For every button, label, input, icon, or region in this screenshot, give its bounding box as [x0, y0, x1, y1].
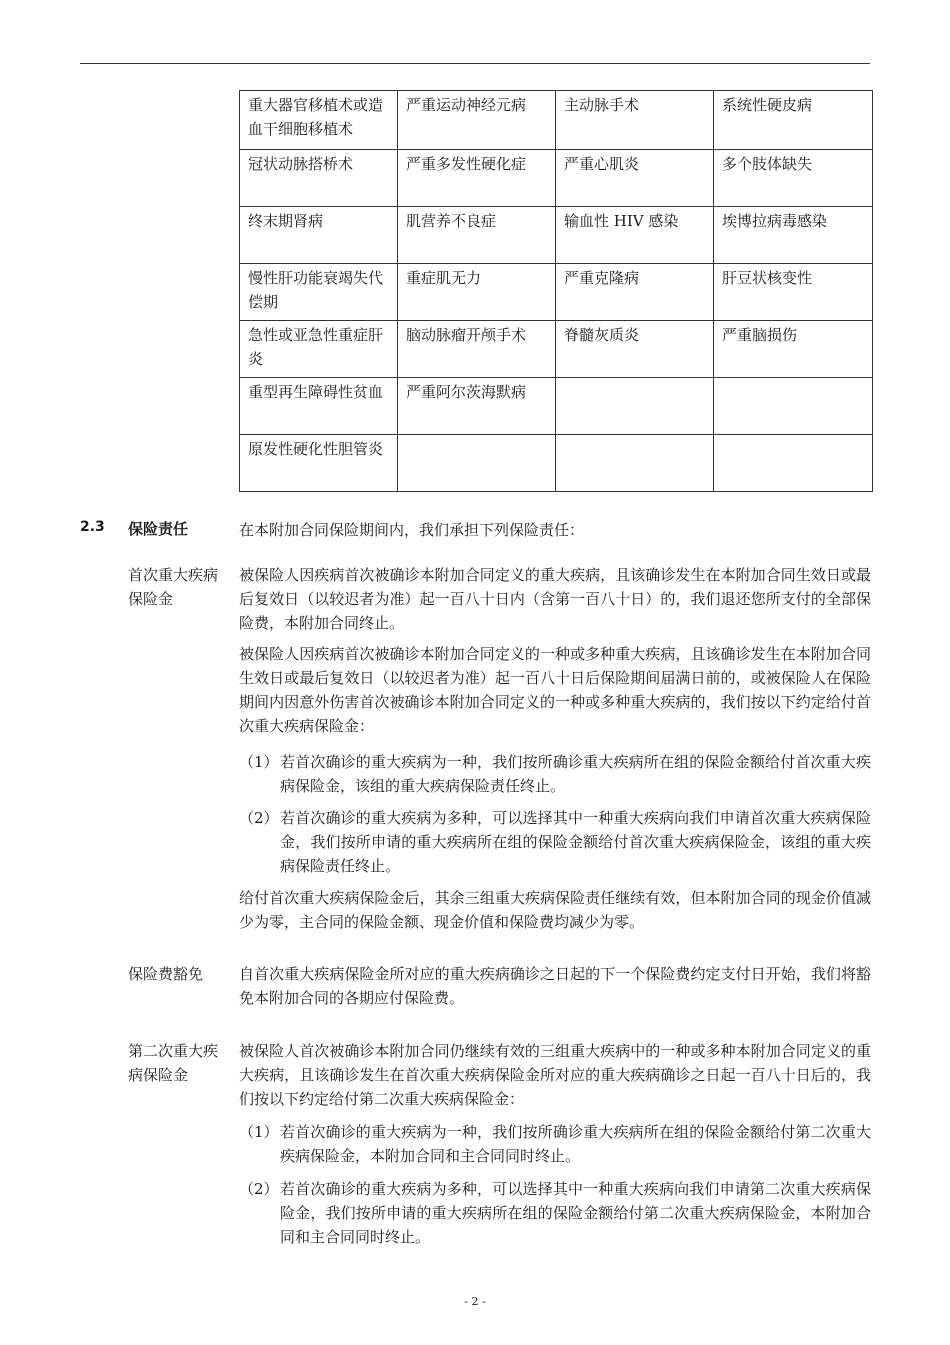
table-cell: 严重多发性硬化症 — [398, 150, 556, 207]
second-benefit-item1 — [239, 1120, 871, 1168]
table-row — [240, 321, 873, 378]
table-cell: 脊髓灰质炎 — [556, 321, 714, 378]
section-intro: 在本附加合同保险期间内，我们承担下列保险责任： — [239, 521, 585, 539]
table-cell: 脑动脉瘤开颅手术 — [398, 321, 556, 378]
second-benefit-label: 第二次重大疾病保险金 — [128, 1042, 219, 1084]
table-cell — [398, 435, 556, 492]
table-cell — [714, 378, 873, 435]
first-benefit-item1 — [239, 750, 871, 798]
table-cell: 严重克隆病 — [556, 264, 714, 321]
waiver-label: 保险费豁免 — [128, 965, 204, 983]
table-cell: 重大器官移植术或造血干细胞移植术 — [240, 91, 398, 150]
table-row — [240, 150, 873, 207]
second-benefit-item2 — [239, 1177, 871, 1249]
table-cell: 严重阿尔茨海默病 — [398, 378, 556, 435]
page-number: - 2 - — [464, 1295, 486, 1308]
table-cell: 肌营养不良症 — [398, 207, 556, 264]
item-number: （2） — [239, 1180, 279, 1198]
table-cell: 多个肢体缺失 — [714, 150, 873, 207]
table-cell: 严重心肌炎 — [556, 150, 714, 207]
second-benefit-para1: 被保险人首次被确诊本附加合同仍继续有效的三组重大疾病中的一种或多种本附加合同定义的重大疾病，且该确诊发生在首次重大疾病保险金所对应的重大疾病确诊之日起一百八十日后的，我们按以下约定给付第二次重大疾病保险金： — [239, 1042, 871, 1108]
first-benefit-item2 — [239, 806, 871, 878]
table-row — [240, 91, 873, 150]
item-text: 若首次确诊的重大疾病为多种，可以选择其中一种重大疾病向我们申请第二次重大疾病保险金，我们按所申请的重大疾病所在组的保险金额给付第二次重大疾病保险金，本附加合同和主合同同时终止。 — [280, 1180, 871, 1246]
waiver-text: 自首次重大疾病保险金所对应的重大疾病确诊之日起的下一个保险费约定支付日开始，我们将豁免本附加合同的各期应付保险费。 — [239, 965, 871, 1007]
table-cell: 严重运动神经元病 — [398, 91, 556, 150]
item-number: （2） — [239, 809, 279, 827]
table-row — [240, 264, 873, 321]
table-cell — [714, 435, 873, 492]
first-benefit-para1: 被保险人因疾病首次被确诊本附加合同定义的重大疾病，且该确诊发生在本附加合同生效日或最后复效日（以较迟者为准）起一百八十日内（含第一百八十日）的，我们退还您所支付的全部保险费，本附加合同终止。 — [239, 566, 871, 632]
table-cell: 原发性硬化性胆管炎 — [240, 435, 398, 492]
table-cell: 重症肌无力 — [398, 264, 556, 321]
first-benefit-para2: 被保险人因疾病首次被确诊本附加合同定义的一种或多种重大疾病，且该确诊发生在本附加合同生效日或最后复效日（以较迟者为准）起一百八十日后保险期间届满日前的，或被保险人在保险期间内因意外伤害首次被确诊本附加合同定义的一种或多种重大疾病的，我们按以下约定给付首次重大疾病保险金： — [239, 645, 871, 735]
table-cell: 冠状动脉搭桥术 — [240, 150, 398, 207]
table-row — [240, 207, 873, 264]
table-cell: 终末期肾病 — [240, 207, 398, 264]
table-row — [240, 378, 873, 435]
header-rule — [80, 63, 870, 64]
table-cell: 主动脉手术 — [556, 91, 714, 150]
item-text: 若首次确诊的重大疾病为一种，我们按所确诊重大疾病所在组的保险金额给付第二次重大疾病保险金，本附加合同和主合同同时终止。 — [280, 1123, 871, 1165]
table-cell: 慢性肝功能衰竭失代偿期 — [240, 264, 398, 321]
item-text: 若首次确诊的重大疾病为多种，可以选择其中一种重大疾病向我们申请首次重大疾病保险金，我们按所申请的重大疾病所在组的保险金额给付首次重大疾病保险金，该组的重大疾病保险责任终止。 — [280, 809, 871, 875]
table-cell: 严重脑损伤 — [714, 321, 873, 378]
table-row — [240, 435, 873, 492]
section-number: 2.3 — [80, 519, 105, 535]
item-number: （1） — [239, 753, 279, 771]
table-cell: 急性或亚急性重症肝炎 — [240, 321, 398, 378]
disease-table — [239, 90, 873, 492]
table-cell: 系统性硬皮病 — [714, 91, 873, 150]
first-benefit-label: 首次重大疾病保险金 — [128, 566, 219, 608]
first-benefit-para3: 给付首次重大疾病保险金后，其余三组重大疾病保险责任继续有效，但本附加合同的现金价值减少为零，主合同的保险金额、现金价值和保险费均减少为零。 — [239, 889, 871, 931]
table-cell: 埃博拉病毒感染 — [714, 207, 873, 264]
section-title: 保险责任 — [128, 520, 189, 538]
item-text: 若首次确诊的重大疾病为一种，我们按所确诊重大疾病所在组的保险金额给付首次重大疾病保险金，该组的重大疾病保险责任终止。 — [280, 753, 871, 795]
item-number: （1） — [239, 1123, 279, 1141]
table-cell — [556, 435, 714, 492]
table-cell: 输血性 HIV 感染 — [556, 207, 714, 264]
table-cell: 重型再生障碍性贫血 — [240, 378, 398, 435]
table-cell — [556, 378, 714, 435]
table-cell: 肝豆状核变性 — [714, 264, 873, 321]
